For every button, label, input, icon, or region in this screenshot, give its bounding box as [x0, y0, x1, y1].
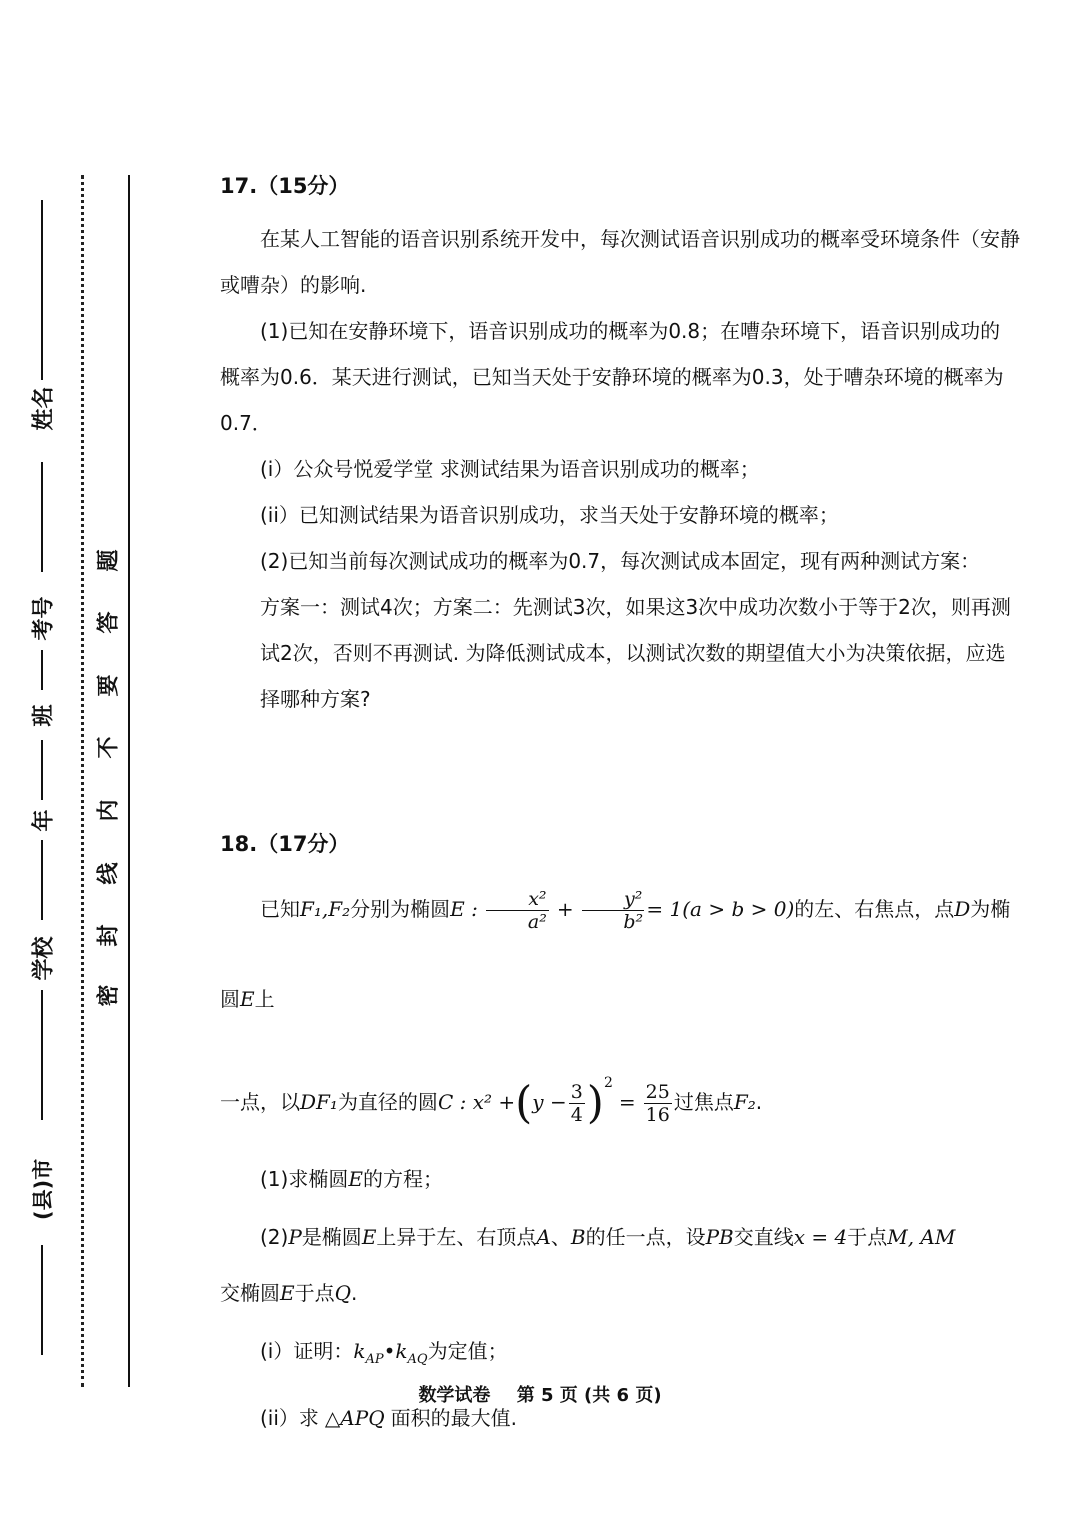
binding-solid-line: [128, 175, 130, 1387]
question-18-header: 18.（17分）: [220, 832, 350, 856]
q18-text: 已知: [260, 897, 300, 921]
warning-char: 线: [96, 862, 122, 885]
fraction-y2-b2: $\frac{\text{y²}}{\text{b²}}$: [582, 888, 644, 933]
q18-text: 一点，以: [220, 1090, 300, 1114]
question-18-part2-i: (i）证明：$k_{AP}•k_{AQ}$为定值；: [260, 1338, 508, 1367]
q18-circle-eq: C : x² +: [437, 1090, 516, 1114]
field-rule-class: [41, 650, 43, 690]
q18-y-minus: y −: [532, 1090, 567, 1114]
q18-text: 过焦点: [673, 1090, 734, 1114]
question-17-intro: 在某人工智能的语音识别系统开发中，每次测试语音识别成功的概率受环境条件（安静或嘈杂）的影响.: [220, 227, 1020, 297]
binding-dotted-line: [81, 175, 84, 1387]
q18-ellipse-name: E: [450, 897, 465, 921]
question-17-part1-i: (i）公众号悦爱学堂 求测试结果为语音识别成功的概率；: [260, 457, 760, 481]
footer-page-number: 第 5 页 (共 6 页): [516, 1385, 662, 1406]
q18-df1: DF₁: [300, 1090, 338, 1114]
page-footer: [0, 1381, 1080, 1407]
q18-text: 分别为椭圆: [350, 897, 451, 921]
field-city: (县)市: [31, 1158, 55, 1220]
q18-ellipse-eq-tail: = 1(a > b > 0): [646, 897, 795, 921]
field-school: 学校: [31, 936, 57, 981]
warning-char: 答: [96, 611, 122, 634]
field-rule-school: [41, 840, 43, 920]
field-name: 姓名: [31, 386, 57, 431]
question-18-part1: (1)求椭圆E的方程；: [260, 1166, 443, 1191]
fraction-25-16: $\frac{25}{16}$: [645, 1081, 670, 1126]
q18-f2: F₂: [733, 1090, 756, 1114]
warning-char: 要: [96, 674, 122, 697]
q18-equals: =: [618, 1090, 636, 1114]
warning-char: 不: [96, 736, 122, 759]
q18-foci: F₁,F₂: [300, 897, 351, 921]
question-18-part2-cont: 交椭圆E于点Q.: [220, 1280, 358, 1305]
warning-char: 密: [96, 984, 122, 1007]
question-18-part2-ii: (ii）求 △APQ 面积的最大值.: [260, 1405, 517, 1430]
q18-text: 上: [254, 987, 275, 1011]
exam-content: [220, 170, 1020, 1446]
field-rule-name: [41, 200, 43, 380]
footer-subject: 数学试卷: [418, 1385, 491, 1406]
warning-char: 内: [96, 799, 122, 822]
q18-text: 为直径的圆: [337, 1090, 438, 1114]
warning-char: 题: [96, 549, 122, 572]
q18-ellipse-name: E: [240, 987, 255, 1011]
question-18: [220, 828, 1020, 1446]
question-18-line2: 一点，以DF₁为直径的圆C : x² +(y − $\frac{3}{4}$ )$^2$= $\frac{25}{16}$ 过焦点F₂.: [220, 1075, 763, 1129]
field-rule-city: [41, 990, 43, 1120]
field-exam-number: 考号: [31, 596, 57, 641]
question-17-part1-ii: (ii）已知测试结果为语音识别成功，求当天处于安静环境的概率；: [260, 503, 839, 527]
q18-text: 的左、右焦点，点: [794, 897, 955, 921]
question-17-part2-line1: (2)已知当前每次测试成功的概率为0.7，每次测试成本固定，现有两种测试方案：: [260, 549, 981, 573]
field-rule-year: [41, 740, 43, 800]
warning-char: 封: [96, 924, 122, 947]
field-year: 年: [31, 809, 57, 832]
question-18-part2: (2)P是椭圆E上异于左、右顶点A、B的任一点，设PB交直线x = 4于点M, AM: [260, 1224, 956, 1249]
q18-square: 2: [603, 1075, 613, 1091]
field-class: 班: [31, 704, 57, 727]
q18-text: 为椭圆: [220, 897, 1011, 1011]
question-17: [220, 170, 1020, 722]
question-17-header: 17.（15分）: [220, 174, 350, 198]
fraction-x2-a2: $\frac{\text{x²}}{\text{a²}}$: [486, 888, 548, 933]
question-17-part1: (1)已知在安静环境下，语音识别成功的概率为0.8；在嘈杂环境下，语音识别成功的概率为0.6．某天进行测试，已知当天处于安静环境的概率为0.3，处于嘈杂环境的概率为0.7．: [220, 319, 1004, 435]
question-18-line1: 已知F₁,F₂分别为椭圆E : $\frac{\text{x²}}{\text{a²}}$ + $\frac{\text{y²}}{\text{b²}}$ = 1(a > b > 0)的左、右焦点，点D为椭圆E上: [220, 888, 1011, 1011]
fraction-3-4: $\frac{3}{4}$: [570, 1081, 583, 1126]
q18-point-d: D: [954, 897, 971, 921]
field-rule-exam-no: [41, 462, 43, 572]
field-rule-end: [41, 1245, 43, 1355]
q18-text: .: [755, 1090, 763, 1114]
question-17-part2-line2: 方案一：测试4次；方案二：先测试3次，如果这3次中成功次数小于等于2次，则再测试2次，否则不再测试. 为降低测试成本，以测试次数的期望值大小为决策依据，应选择哪种方案?: [260, 595, 1011, 711]
binding-margin: [0, 0, 140, 1527]
